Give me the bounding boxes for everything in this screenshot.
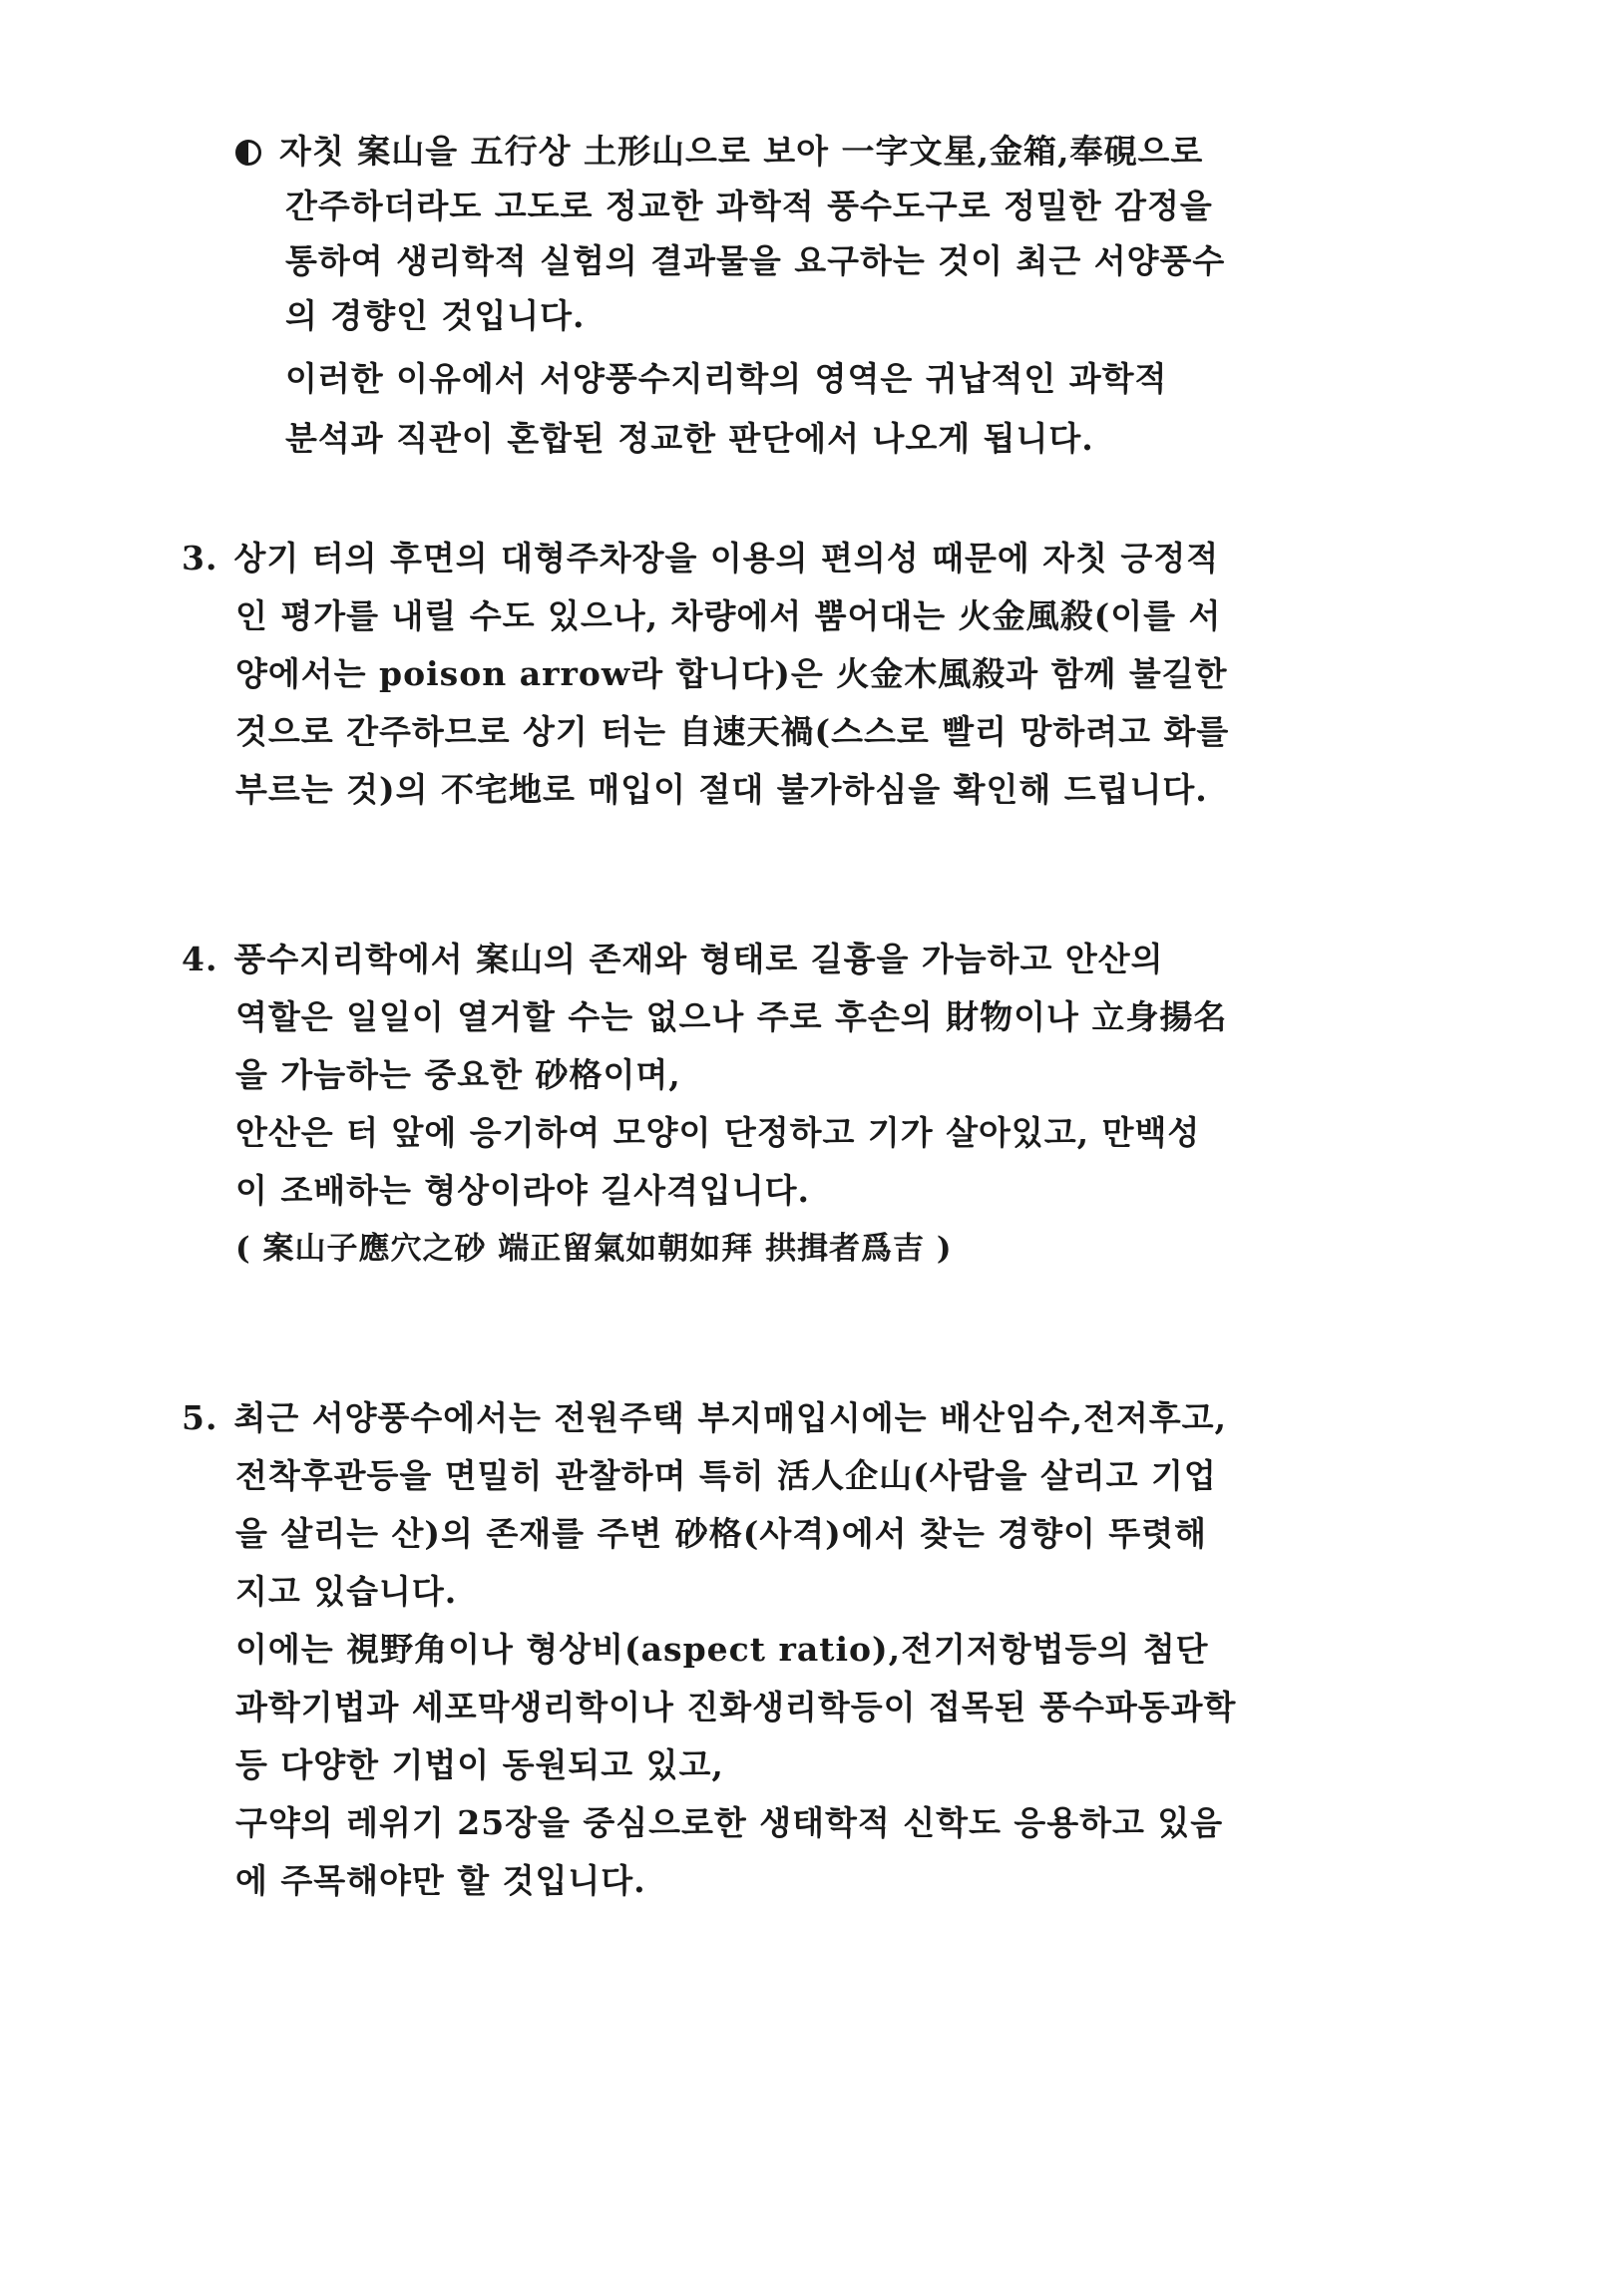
item3-line-1-text: 상기 터의 후면의 대형주차장을 이용의 편의성 때문에 자칫 긍정적 [233,539,1220,577]
item5-line-1 [182,1398,1227,1438]
item4-line-6: ( 案山子應穴之砂 端正留氣如朝如拜 拱揖者爲吉 ) [235,1231,953,1267]
item3-line-5: 부르는 것)의 不宅地로 매입이 절대 불가하심을 확인해 드립니다. [235,770,1208,809]
intro-line-1-text: 자칫 案山을 五行상 土形山으로 보아 一字文星,金箱,奉硯으로 [279,132,1204,171]
item5-line-4: 지고 있습니다. [235,1572,458,1611]
item4-line-4: 안산은 터 앞에 응기하여 모양이 단정하고 기가 살아있고, 만백성 [235,1113,1201,1152]
item4-number: 4. [182,940,218,978]
item3-line-4: 것으로 간주하므로 상기 터는 自速天禍(스스로 빨리 망하려고 화를 [235,712,1230,751]
item4-line-5: 이 조배하는 형상이라야 길사격입니다. [235,1171,811,1210]
intro-line-5: 이러한 이유에서 서양풍수지리학의 영역은 귀납적인 과학적 [285,359,1168,398]
intro-line-1 [235,132,1203,172]
item5-line-5: 이에는 視野角이나 형상비(aspect ratio),전기저항법등의 첨단 [235,1630,1209,1669]
item3-number: 3. [182,539,218,577]
item5-number: 5. [182,1398,218,1437]
item4-line-2: 역할은 일일이 열거할 수는 없으나 주로 후손의 財物이나 立身揚名 [235,997,1228,1036]
item5-line-8: 구약의 레위기 25장을 중심으로한 생태학적 신학도 응용하고 있음 [235,1803,1224,1842]
item4-line-3: 을 가늠하는 중요한 砂格이며, [235,1055,681,1094]
item3-line-2: 인 평가를 내릴 수도 있으나, 차량에서 뿜어대는 火金風殺(이를 서 [235,596,1222,635]
item5-line-6: 과학기법과 세포막생리학이나 진화생리학등이 접목된 풍수파동과학 [235,1688,1237,1726]
intro-line-3: 통하여 생리학적 실험의 결과물을 요구하는 것이 최근 서양풍수 [285,241,1226,280]
item3-line-3: 양에서는 poison arrow라 합니다)은 火金木風殺과 함께 불길한 [235,654,1228,693]
item4-line-1 [182,940,1163,979]
intro-line-4: 의 경향인 것입니다. [285,296,586,335]
half-circle-bullet-icon [235,140,261,166]
item5-line-3: 을 살리는 산)의 존재를 주변 砂格(사격)에서 찾는 경향이 뚜렷해 [235,1514,1207,1553]
item5-line-2: 전착후관등을 면밀히 관찰하며 특히 活人企山(사람을 살리고 기업 [235,1456,1217,1495]
item5-line-1-text: 최근 서양풍수에서는 전원주택 부지매입시에는 배산임수,전저후고, [233,1398,1227,1437]
item5-line-7: 등 다양한 기법이 동원되고 있고, [235,1745,724,1784]
item4-line-1-text: 풍수지리학에서 案山의 존재와 형태로 길흉을 가늠하고 안산의 [233,940,1164,978]
item5-line-9: 에 주목해야만 할 것입니다. [235,1861,646,1900]
intro-line-2: 간주하더라도 고도로 정교한 과학적 풍수도구로 정밀한 감정을 [285,187,1213,225]
item3-line-1 [182,539,1219,578]
intro-line-6: 분석과 직관이 혼합된 정교한 판단에서 나오게 됩니다. [285,419,1094,458]
